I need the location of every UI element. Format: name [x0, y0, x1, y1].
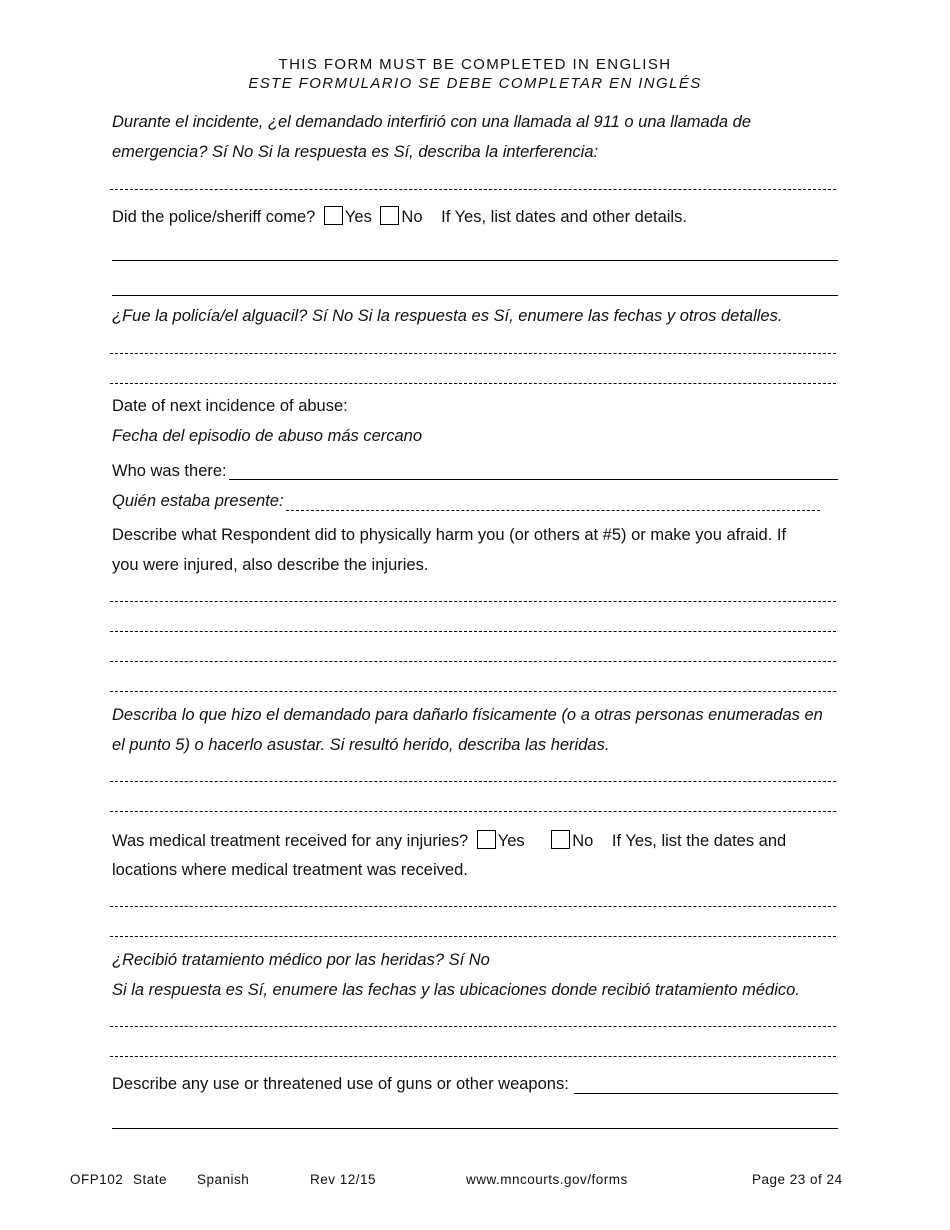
next-incident-date-label: Date of next incidence of abuse:	[112, 397, 348, 415]
harm-question-es-line1: Describa lo que hizo el demandado para dañarlo físicamente (o a otras personas enumeradas en	[112, 706, 823, 724]
answer-line[interactable]	[112, 295, 838, 296]
medical-no-label: No	[572, 832, 594, 850]
footer-url: www.mncourts.gov/forms	[466, 1172, 628, 1187]
answer-line[interactable]	[110, 1056, 836, 1057]
who-was-there-input-es[interactable]	[286, 510, 820, 511]
medical-question-es-line1: ¿Recibió tratamiento médico por las heridas? Sí No	[112, 951, 490, 969]
police-yes-checkbox[interactable]	[324, 206, 343, 225]
who-was-there-input[interactable]	[229, 479, 838, 480]
answer-line[interactable]	[110, 353, 836, 354]
answer-line[interactable]	[110, 189, 836, 190]
medical-no-checkbox[interactable]	[551, 830, 570, 849]
footer-state: State	[133, 1172, 168, 1187]
footer-revision: Rev 12/15	[310, 1172, 377, 1187]
answer-line[interactable]	[110, 781, 836, 782]
police-no-checkbox[interactable]	[380, 206, 399, 225]
medical-question-line2: locations where medical treatment was received.	[112, 861, 468, 879]
answer-line[interactable]	[110, 631, 836, 632]
answer-line[interactable]	[110, 383, 836, 384]
who-was-there-label: Who was there:	[112, 462, 227, 480]
emergency-question-es-line2: emergencia? Sí No Si la respuesta es Sí, describa la interferencia:	[112, 143, 599, 161]
police-question	[112, 206, 687, 227]
police-yes-label: Yes	[344, 208, 372, 226]
harm-question-line1: Describe what Respondent did to physically harm you (or others at #5) or make you afraid. If	[112, 526, 787, 544]
harm-question-line2: you were injured, also describe the injuries.	[112, 556, 429, 574]
medical-tail: If Yes, list the dates and	[611, 832, 787, 850]
footer-form-id: OFP102	[70, 1172, 124, 1187]
police-tail: If Yes, list dates and other details.	[441, 208, 687, 226]
answer-line[interactable]	[110, 601, 836, 602]
header-english: THIS FORM MUST BE COMPLETED IN ENGLISH	[278, 56, 672, 73]
medical-yes-label: Yes	[497, 832, 525, 850]
answer-line[interactable]	[110, 936, 836, 937]
answer-line[interactable]	[110, 906, 836, 907]
footer-page-number: Page 23 of 24	[752, 1172, 843, 1187]
answer-line[interactable]	[110, 811, 836, 812]
medical-question-label: Was medical treatment received for any injuries?	[112, 832, 469, 850]
weapons-question: Describe any use or threatened use of guns or other weapons:	[112, 1075, 569, 1093]
medical-question-es-line2: Si la respuesta es Sí, enumere las fechas y las ubicaciones donde recibió tratamiento médico.	[112, 981, 800, 999]
answer-line[interactable]	[112, 260, 838, 261]
header-spanish: ESTE FORMULARIO SE DEBE COMPLETAR EN INGLÉS	[248, 75, 702, 92]
emergency-question-es-line1: Durante el incidente, ¿el demandado interfirió con una llamada al 911 o una llamada de	[112, 113, 752, 131]
medical-yes-checkbox[interactable]	[477, 830, 496, 849]
police-no-label: No	[401, 208, 423, 226]
harm-question-es-line2: el punto 5) o hacerlo asustar. Si resultó herido, describa las heridas.	[112, 736, 610, 754]
answer-line[interactable]	[110, 661, 836, 662]
police-question-label: Did the police/sheriff come?	[112, 208, 316, 226]
police-question-es: ¿Fue la policía/el alguacil? Sí No Si la respuesta es Sí, enumere las fechas y otros detalles.	[112, 307, 783, 325]
answer-line[interactable]	[110, 1026, 836, 1027]
answer-line[interactable]	[110, 691, 836, 692]
next-incident-date-label-es: Fecha del episodio de abuso más cercano	[112, 427, 423, 445]
who-was-there-label-es: Quién estaba presente:	[112, 492, 284, 510]
weapons-input[interactable]	[574, 1093, 838, 1094]
footer-language: Spanish	[197, 1172, 250, 1187]
medical-question	[112, 830, 786, 851]
answer-line[interactable]	[112, 1128, 838, 1129]
